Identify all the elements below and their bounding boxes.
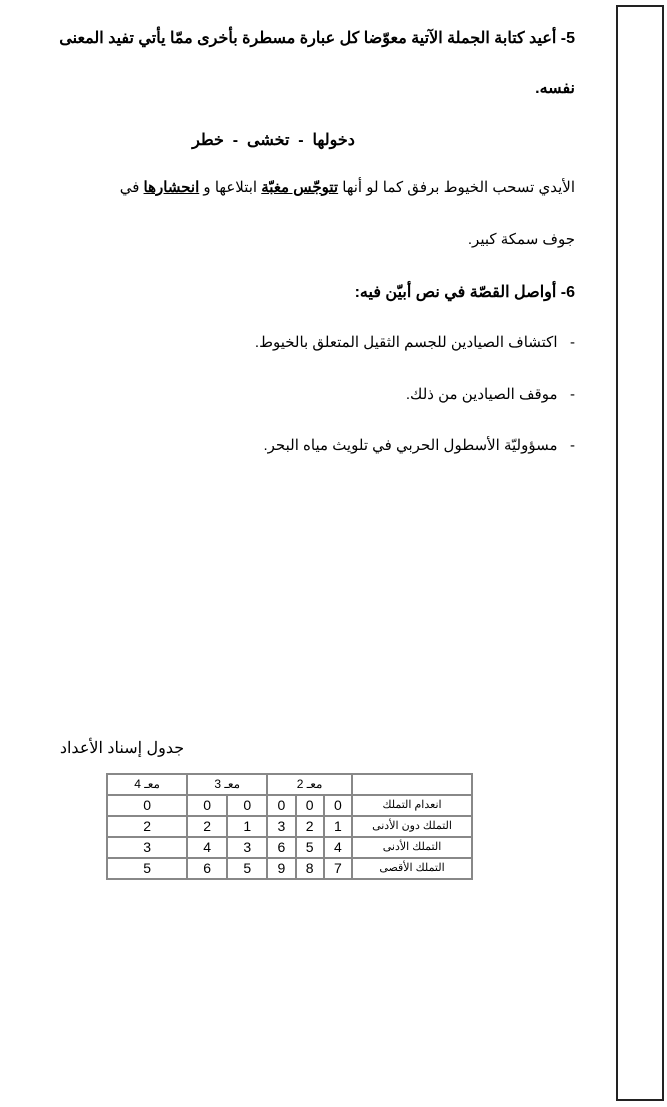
header-cell: معـ 2 [267,774,352,795]
cell: 5 [296,837,324,858]
cell: 8 [296,858,324,879]
sentence-part: في [119,179,144,196]
cell: 0 [107,795,187,816]
grading-table-title: جدول إسناد الأعداد [59,740,185,757]
sentence-part: ابتلاعها و [199,179,262,196]
grading-margin-box [616,5,664,1101]
cell: 4 [324,837,352,858]
cell: 5 [107,858,187,879]
cell: 0 [324,795,352,816]
grading-table [106,773,473,880]
q6-heading: 6- أواصل القصّة في نص أبيّن فيه: [354,284,575,301]
sentence-part: الأيدي تسحب الخيوط برفق كما لو أنها [338,179,575,196]
cell: 0 [187,795,227,816]
q5-choices: دخولها - تخشى - خطر [192,132,355,149]
q5-heading-cont: نفسه. [535,80,575,97]
cell: 6 [187,858,227,879]
cell: 9 [267,858,295,879]
cell: 3 [107,837,187,858]
row-label: انعدام التملك [352,795,472,816]
q5-sentence [120,178,575,196]
q6-bullet: - موقف الصيادين من ذلك. [405,386,575,403]
cell: 3 [227,837,267,858]
q5-heading: 5- أعيد كتابة الجملة الآتية معوّضا كل عبارة مسطرة بأخرى ممّا يأتي تفيد المعنى [59,30,575,47]
table-row [107,858,472,879]
table-row [107,837,472,858]
row-label: التملك الأقصى [352,858,472,879]
q6-bullet: - مسؤوليّة الأسطول الحربي في تلويث مياه البحر. [263,437,575,454]
header-cell [352,774,472,795]
cell: 5 [227,858,267,879]
cell: 0 [296,795,324,816]
cell: 1 [324,816,352,837]
row-label: التملك الأدنى [352,837,472,858]
cell: 2 [187,816,227,837]
cell: 6 [267,837,295,858]
table-row [107,816,472,837]
cell: 0 [227,795,267,816]
q5-sentence-cont: جوف سمكة كبير. [467,231,575,248]
header-cell: معـ 3 [187,774,267,795]
cell: 1 [227,816,267,837]
header-cell: معـ 4 [107,774,187,795]
table-row [107,795,472,816]
q6-bullet: - اكتشاف الصيادين للجسم الثقيل المتعلق بالخيوط. [254,334,575,351]
cell: 4 [187,837,227,858]
row-label: التملك دون الأدنى [352,816,472,837]
underlined-phrase: انحشارها [143,179,200,196]
cell: 3 [267,816,295,837]
cell: 2 [107,816,187,837]
table-header-row [107,774,472,795]
cell: 2 [296,816,324,837]
underlined-phrase: تتوجّس مغبّة [261,179,339,196]
cell: 0 [267,795,295,816]
cell: 7 [324,858,352,879]
